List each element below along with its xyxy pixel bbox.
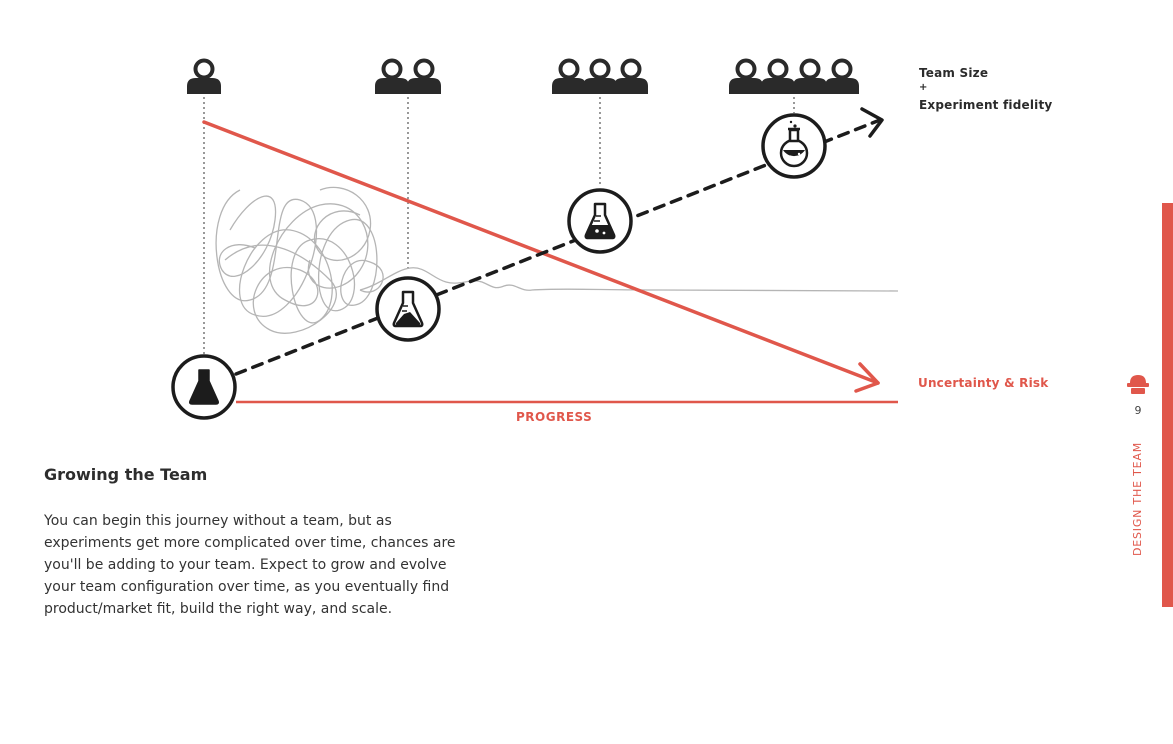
section-tab <box>1162 203 1173 607</box>
person-icon <box>187 61 221 95</box>
uncertainty-risk-label: Uncertainty & Risk <box>918 376 1049 390</box>
flask-stage-3 <box>569 190 631 252</box>
page-number: 9 <box>1134 404 1142 417</box>
section-name: DESIGN THE TEAM <box>1131 441 1144 556</box>
person-icon <box>825 61 859 95</box>
team-group-3 <box>552 61 648 95</box>
flask-stage-4 <box>763 115 825 177</box>
person-icon <box>614 61 648 95</box>
person-icon <box>729 61 763 95</box>
progress-label: PROGRESS <box>516 410 593 424</box>
flask-stage-2 <box>377 278 439 340</box>
person-icon <box>552 61 586 95</box>
body-paragraph: You can begin this journey without a team, but as experiments get more complicated over time, chances are you'll be adding to your team. Expect to grow and evolve your team configuration over time, as you eventually find product/market fit, build the right way, and scale. <box>44 513 456 617</box>
team-size-label: Team Size <box>919 66 989 80</box>
person-icon <box>583 61 617 95</box>
person-icon <box>407 61 441 95</box>
person-icon <box>375 61 409 95</box>
team-group-1 <box>187 61 221 95</box>
team-group-4 <box>729 61 859 95</box>
flask-stage-1 <box>173 356 235 418</box>
page-title: Growing the Team <box>44 465 208 484</box>
person-icon <box>793 61 827 95</box>
team-group-2 <box>375 61 441 95</box>
experiment-fidelity-label: Experiment fidelity <box>919 98 1053 112</box>
plus-label: + <box>919 82 928 93</box>
mascot-icon <box>1126 374 1150 396</box>
person-icon <box>761 61 795 95</box>
